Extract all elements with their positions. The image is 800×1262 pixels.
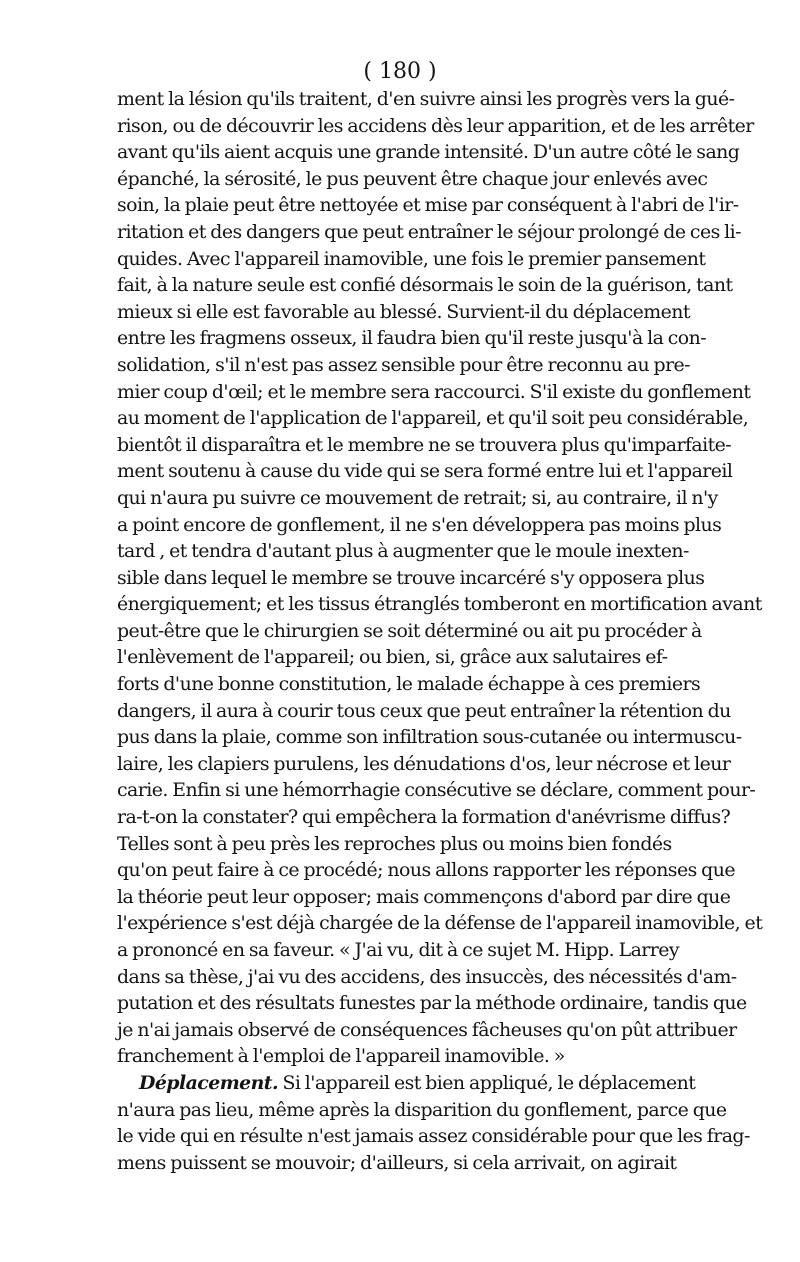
text-line: rison, ou de découvrir les accidens dès leur apparition, et de les arrêter [117, 114, 754, 137]
text-line: sible dans lequel le membre se trouve incarcéré s'y opposera plus [117, 566, 705, 589]
text-line: le vide qui en résulte n'est jamais assez considérable pour que les frag- [117, 1125, 750, 1148]
text-line: avant qu'ils aient acquis une grande intensité. D'un autre côté le sang [117, 141, 740, 164]
text-line: mieux si elle est favorable au blessé. Survient-il du déplacement [117, 300, 690, 323]
text-line: a prononcé en sa faveur. « J'ai vu, dit à ce sujet M. Hipp. Larrey [117, 939, 680, 961]
text-line: qu'on peut faire à ce procédé; nous allons rapporter les réponses que [117, 859, 735, 882]
text-line: dangers, il aura à courir tous ceux que peut entraîner la rétention du [117, 699, 731, 722]
text-line: ment la lésion qu'ils traitent, d'en suivre ainsi les progrès vers la gué- [117, 88, 735, 110]
text-line: qui n'aura pu suivre ce mouvement de retrait; si, au contraire, il n'y [117, 486, 718, 509]
text-line: tard , et tendra d'autant plus à augmenter que le moule inexten- [117, 540, 689, 563]
text-line: mier coup d'œil; et le membre sera raccourci. S'il existe du gonflement [117, 380, 751, 403]
text-line: laire, les clapiers purulens, les dénudations d'os, leur nécrose et leur [117, 752, 731, 775]
page-number: ( 180 ) [363, 59, 437, 84]
text-line: l'expérience s'est déjà chargée de la défense de l'appareil inamovible, et [117, 912, 763, 935]
text-line: énergiquement; et les tissus étranglés tomberont en mortification avant [117, 593, 762, 616]
text-line: n'aura pas lieu, même après la disparition du gonflement, parce que [117, 1098, 727, 1121]
text-line: solidation, s'il n'est pas assez sensible pour être reconnu au pre- [117, 353, 691, 376]
text-line: franchement à l'emploi de l'appareil inamovible. » [117, 1045, 565, 1068]
text-line: au moment de l'application de l'appareil, et qu'il soit peu considérable, [117, 407, 749, 430]
text-line: putation et des résultats funestes par la méthode ordinaire, tandis que [117, 992, 747, 1015]
text-line: entre les fragmens osseux, il faudra bien qu'il reste jusqu'à la con- [117, 327, 707, 350]
section-heading: Déplacement. [139, 1071, 278, 1094]
text-line: je n'ai jamais observé de conséquences fâcheuses qu'on pût attribuer [117, 1018, 737, 1041]
text-line: mens puissent se mouvoir; d'ailleurs, si cela arrivait, on agirait [117, 1151, 677, 1174]
body-text [117, 86, 762, 1176]
text-line: bientôt il disparaîtra et le membre ne se trouvera plus qu'imparfaite- [117, 433, 732, 456]
text-line: l'enlèvement de l'appareil; ou bien, si, grâce aux salutaires ef- [117, 646, 668, 669]
text-line: soin, la plaie peut être nettoyée et mise par conséquent à l'abri de l'ir- [117, 194, 739, 217]
text-line: ritation et des dangers que peut entraîner le séjour prolongé de ces li- [117, 220, 741, 243]
text-line: quides. Avec l'appareil inamovible, une fois le premier pansement [117, 247, 706, 270]
text-line: la théorie peut leur opposer; mais commençons d'abord par dire que [117, 885, 731, 908]
text-line: épanché, la sérosité, le pus peuvent être chaque jour enlevés avec [117, 167, 708, 190]
text-line: carie. Enfin si une hémorrhagie consécutive se déclare, comment pour- [117, 779, 756, 802]
paragraph-opening-line [117, 1070, 762, 1097]
text-line: forts d'une bonne constitution, le malade échappe à ces premiers [117, 673, 701, 696]
text-line: ra-t-on la constater? qui empêchera la formation d'anévrisme diffus? [117, 806, 731, 829]
text-line: Telles sont à peu près les reproches plus ou moins bien fondés [117, 832, 672, 855]
text-line: a point encore de gonflement, il ne s'en développera pas moins plus [117, 513, 722, 536]
text-line: peut-être que le chirurgien se soit déterminé ou ait pu procéder à [117, 619, 702, 642]
text-line: dans sa thèse, j'ai vu des accidens, des insuccès, des nécessités d'am- [117, 965, 737, 988]
text-line: ment soutenu à cause du vide qui se sera formé entre lui et l'appareil [117, 460, 733, 483]
text-line: fait, à la nature seule est confié désormais le soin de la guérison, tant [117, 274, 733, 297]
text-line: pus dans la plaie, comme son infiltration sous-cutanée ou intermuscu- [117, 726, 742, 749]
text-span: Si l'appareil est bien appliqué, le déplacement [278, 1071, 696, 1094]
